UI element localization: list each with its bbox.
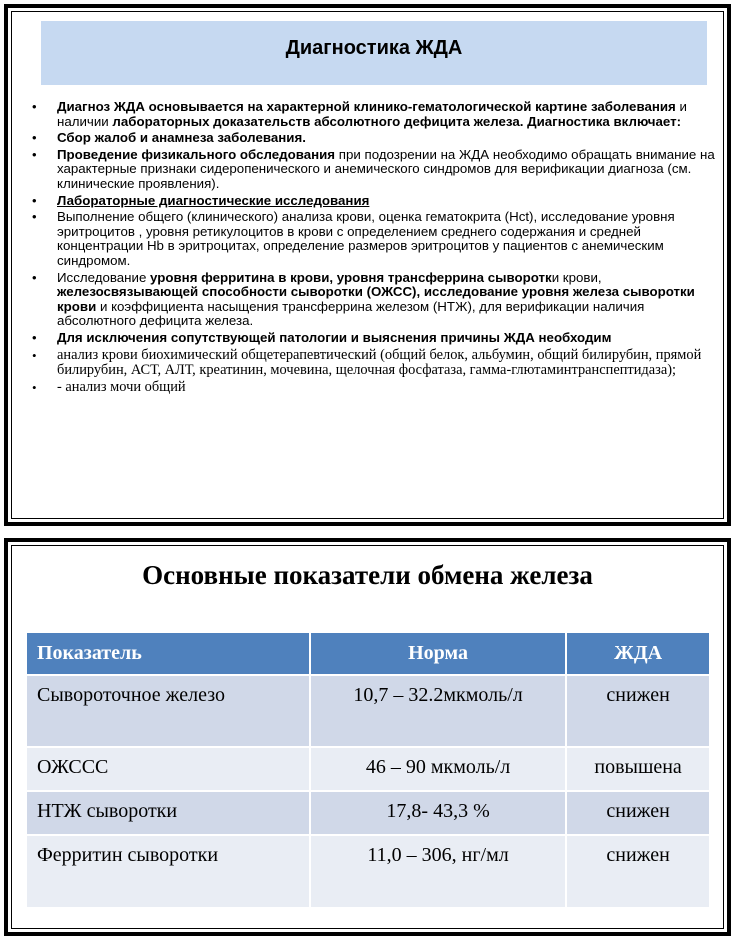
bullet-item <box>28 131 718 146</box>
table-row <box>27 791 709 835</box>
bullet-text-bold: Для исключения сопутствующей патологии и выяснения причины ЖДА необходим <box>57 329 612 345</box>
bullet-text-bold: лабораторных доказательств абсолютного дефицита железа. Диагностика включает: <box>112 113 682 129</box>
column-header-ida: ЖДА <box>566 633 709 675</box>
table-cell-ida: повышена <box>566 747 709 791</box>
table-cell-ida: снижен <box>566 675 709 747</box>
bullet-text-bold-underlined: Лабораторные диагностические исследования <box>57 192 370 208</box>
bullet-marker: • <box>32 146 37 162</box>
bullet-item <box>28 100 718 129</box>
table-cell-norm: 17,8- 43,3 % <box>310 791 566 835</box>
bullet-text: и наличии <box>57 99 687 129</box>
bullet-item <box>28 380 718 395</box>
bullet-item <box>28 194 718 209</box>
bullet-text: и крови, <box>551 269 602 285</box>
bullet-item <box>28 148 718 192</box>
bullet-text: Выполнение общего (клинического) анализа крови, оценка гематокрита (Hct), исследование уровня эритроцитов , уровня ретикулоцитов в крови с определением среднего содержания и средней концентрации Hb в эритроцитах, определение размеров эритроцитов у пациентов с анемическим синдромом. <box>57 209 675 268</box>
slide-diagnostics <box>4 4 731 526</box>
bullet-text-bold: железосвязывающей способности сыворотки (ОЖСС), исследование уровня железа сыворотки крови <box>57 284 695 314</box>
title-band <box>41 21 707 85</box>
table-cell-norm: 11,0 – 306, нг/мл <box>310 835 566 907</box>
table-cell-norm: 46 – 90 мкмоль/л <box>310 747 566 791</box>
bullet-text: анализ крови биохимический общетерапевтический (общий белок, альбумин, общий билирубин, прямой билирубин, АСТ, АЛТ, креатинин, мочевина, щелочная фосфатаза, гамма-глютаминтранспептидаза); <box>57 346 702 378</box>
bullet-marker: • <box>32 192 37 208</box>
bullet-marker: • <box>32 130 37 146</box>
bullet-list <box>28 100 718 397</box>
table-cell-indicator: НТЖ сыворотки <box>27 791 310 835</box>
bullet-text: - анализ мочи общий <box>57 378 186 395</box>
table-cell-indicator: ОЖССС <box>27 747 310 791</box>
table-cell-indicator: Сывороточное железо <box>27 675 310 747</box>
table-row <box>27 747 709 791</box>
bullet-marker: • <box>32 379 37 395</box>
table-cell-indicator: Ферритин сыворотки <box>27 835 310 907</box>
bullet-text-bold: Диагноз ЖДА основывается на характерной клинико-гематологической картине заболевания <box>57 99 676 114</box>
bullet-text: при подозрении на ЖДА необходимо обращать внимание на характерные признаки сидеропенического и анемического синдромов для верификации диагноза (см. клинические проявления). <box>57 146 715 191</box>
slide-title: Основные показатели обмена железа <box>142 560 593 590</box>
bullet-text-bold: Проведение физикального обследования <box>57 146 336 162</box>
slide-iron-metabolism <box>4 538 731 936</box>
bullet-marker: • <box>32 99 37 114</box>
bullet-text: Исследование <box>57 269 151 285</box>
bullet-item <box>28 210 718 268</box>
column-header-norm: Норма <box>310 633 566 675</box>
bullet-text-bold: Сбор жалоб и анамнеза заболевания. <box>57 130 306 146</box>
bullet-item <box>28 348 718 378</box>
bullet-marker: • <box>32 269 37 285</box>
bullet-marker: • <box>32 347 37 363</box>
table-cell-ida: снижен <box>566 791 709 835</box>
bullet-item <box>28 271 718 329</box>
table-row <box>27 835 709 907</box>
slide-title: Диагностика ЖДА <box>285 37 463 59</box>
bullet-marker: • <box>32 329 37 345</box>
bullet-marker: • <box>32 209 37 225</box>
column-header-indicator: Показатель <box>27 633 310 675</box>
table-header-row <box>27 633 709 675</box>
bullet-text: и коэффициента насыщения трансферрина железом (НТЖ), для верификации наличия абсолютного дефицита железа. <box>57 298 645 329</box>
iron-indicators-table <box>27 633 709 907</box>
table-cell-ida: снижен <box>566 835 709 907</box>
table-row <box>27 675 709 747</box>
bullet-item <box>28 331 718 346</box>
table-cell-norm: 10,7 – 32.2мкмоль/л <box>310 675 566 747</box>
bullet-text-bold: уровня ферритина в крови, уровня трансферрина сыворотк <box>150 269 552 285</box>
